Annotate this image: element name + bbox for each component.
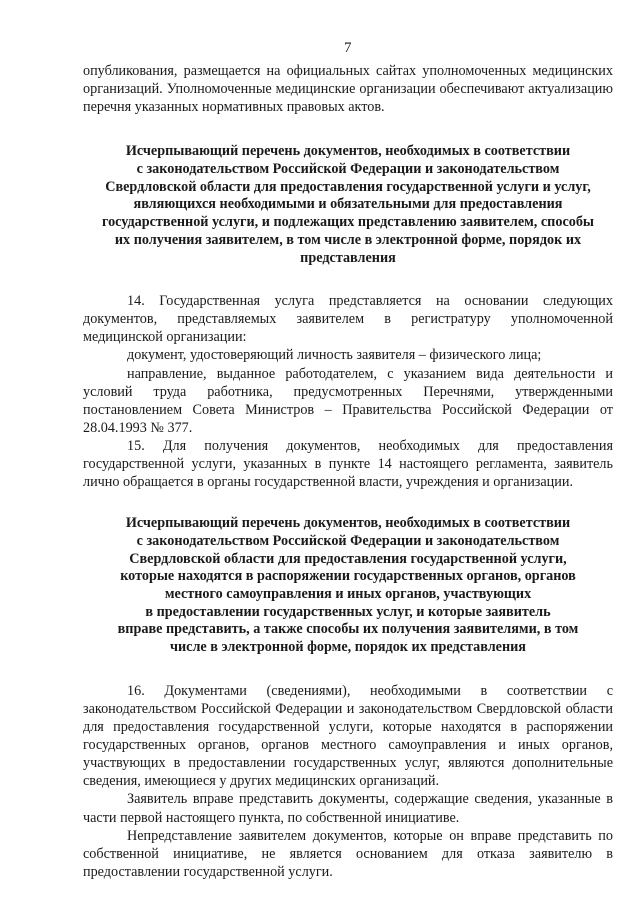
heading-line: с законодательством Российской Федерации и законодательством — [136, 160, 560, 177]
heading-line: в предоставлении государственных услуг, и которые заявитель — [145, 603, 551, 620]
heading-line: местного самоуправления и иных органов, участвующих — [164, 586, 532, 603]
page-content — [83, 62, 613, 881]
spacer — [83, 116, 613, 143]
section-heading-1 — [83, 143, 613, 267]
spacer — [83, 657, 613, 682]
heading-line: числе в электронной форме, порядок их представления — [169, 639, 526, 656]
heading-line: с законодательством Российской Федерации и законодательством — [136, 532, 560, 549]
paragraph-15: 15. Для получения документов, необходимых для предоставления государственной услуги, указанных в пункте 14 настоящего регламента, заявитель лично обращается в органы государственной власти, учреждения и организации. — [83, 437, 613, 491]
paragraph-own-initiative: Заявитель вправе представить документы, содержащие сведения, указанные в части первой настоящего пункта, по собственной инициативе. — [83, 791, 613, 826]
paragraph-14: 14. Государственная услуга представляется на основании следующих документов, представляемых заявителем в регистратуру уполномоченной медицинской организации: — [83, 293, 613, 346]
spacer — [83, 491, 613, 515]
paragraph-16: 16. Документами (сведениями), необходимыми в соответствии с законодательством Российской Федерации и законодательством Свердловской области для предоставления государственной услуги, которые находятся в распоряжении государственных органов, органов местного самоуправления и иных органов, участвующих в предоставлении государственных услуг, являются дополнительные сведения, имеющиеся у других медицинских организаций. — [83, 682, 613, 790]
heading-line: представления — [300, 249, 396, 266]
intro-paragraph: опубликования, размещается на официальных сайтах уполномоченных медицинских организаций. Уполномоченные медицинские организации обеспечивают актуализацию перечня указанных нормативных правовых актов. — [83, 63, 613, 116]
section-heading-2 — [83, 515, 613, 657]
heading-line: их получения заявителем, в том числе в электронной форме, порядок их — [114, 231, 582, 248]
paragraph-identity-document: документ, удостоверяющий личность заявителя – физического лица; — [127, 347, 542, 364]
heading-line: которые находятся в распоряжении государственных органов, органов — [120, 568, 576, 585]
document-page — [83, 0, 613, 905]
heading-line: Исчерпывающий перечень документов, необходимых в соответствии — [125, 143, 571, 160]
paragraph-employer-referral: направление, выданное работодателем, с указанием вида деятельности и условий труда работника, предусмотренных Перечнями, утвержденными постановлением Совета Министров – Правительства Российской Федерации от 28.04.1993 № 377. — [83, 365, 613, 436]
heading-line: государственной услуги, и подлежащих представлению заявителем, способы — [101, 214, 595, 231]
spacer — [83, 267, 613, 292]
heading-line: Свердловской области для предоставления государственной услуги и услуг, — [105, 178, 591, 195]
heading-line: Свердловской области для предоставления государственной услуги, — [129, 550, 567, 567]
heading-line: Исчерпывающий перечень документов, необходимых в соответствии — [125, 515, 571, 532]
page-number: 7 — [344, 40, 352, 56]
heading-line: являющихся необходимыми и обязательными для предоставления — [133, 196, 563, 213]
paragraph-non-submission: Непредставление заявителем документов, которые он вправе представить по собственной инициативе, не является основанием для отказа заявителю в предоставлении государственной услуги. — [83, 827, 613, 880]
heading-line: вправе представить, а также способы их получения заявителями, в том — [117, 621, 579, 638]
